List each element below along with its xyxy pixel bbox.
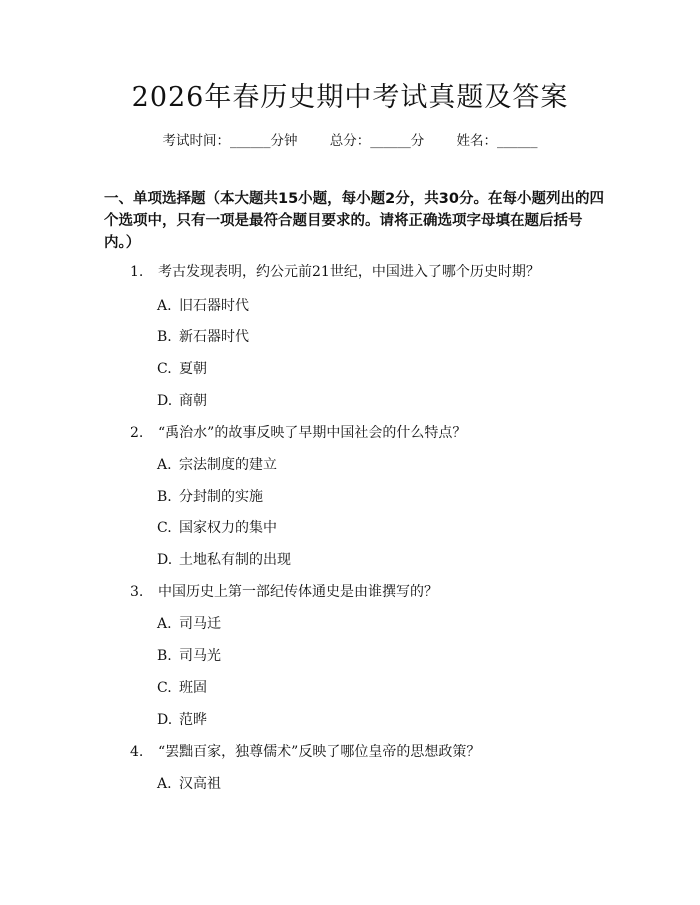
student-name-field: 姓名：______ <box>456 133 538 149</box>
question-2-option-a <box>157 455 277 475</box>
question-3 <box>130 582 438 602</box>
option-text: 司马迁 <box>179 616 221 632</box>
option-letter: B. <box>157 329 172 345</box>
option-letter: A. <box>157 776 172 792</box>
question-number: 1. <box>130 264 144 280</box>
option-text: 分封制的实施 <box>179 489 263 505</box>
option-letter: A. <box>157 457 172 473</box>
option-text: 旧石器时代 <box>179 298 249 314</box>
option-text: 夏朝 <box>179 361 207 377</box>
option-letter: B. <box>157 648 172 664</box>
question-4-option-a <box>157 774 221 794</box>
option-letter: D. <box>157 393 173 409</box>
option-text: 范晔 <box>179 712 207 728</box>
option-letter: D. <box>157 712 173 728</box>
question-1-option-b <box>157 327 249 347</box>
question-text: “禹治水”的故事反映了早期中国社会的什么特点？ <box>158 425 467 441</box>
question-text: 考古发现表明，约公元前21世纪，中国进入了哪个历史时期？ <box>158 264 540 280</box>
question-3-option-a <box>157 614 221 634</box>
option-text: 司马光 <box>179 648 221 664</box>
question-1-option-a <box>157 296 249 316</box>
option-text: 商朝 <box>179 393 207 409</box>
option-letter: C. <box>157 361 172 377</box>
option-text: 汉高祖 <box>179 776 221 792</box>
question-number: 4. <box>130 744 144 760</box>
question-1 <box>130 262 540 282</box>
option-text: 土地私有制的出现 <box>179 552 291 568</box>
question-1-option-c <box>157 359 207 379</box>
question-text: 中国历史上第一部纪传体通史是由谁撰写的？ <box>158 584 438 600</box>
question-3-option-c <box>157 678 207 698</box>
option-letter: C. <box>157 680 172 696</box>
option-letter: A. <box>157 298 172 314</box>
option-letter: B. <box>157 489 172 505</box>
question-4 <box>130 742 480 762</box>
option-letter: A. <box>157 616 172 632</box>
question-1-option-d <box>157 391 207 411</box>
option-text: 班固 <box>179 680 207 696</box>
question-2-option-c <box>157 518 277 538</box>
question-2 <box>130 423 466 443</box>
question-text: “罢黜百家，独尊儒术”反映了哪位皇帝的思想政策？ <box>158 744 481 760</box>
total-score-field: 总分：______分 <box>329 133 425 149</box>
option-text: 新石器时代 <box>179 329 249 345</box>
question-number: 2. <box>130 425 144 441</box>
option-letter: D. <box>157 552 173 568</box>
section-heading: 一、单项选择题（本大题共15小题，每小题2分，共30分。在每小题列出的四个选项中，只有一项是最符合题目要求的。请将正确选项字母填在题后括号内。） <box>104 191 604 251</box>
exam-info-line <box>0 131 700 151</box>
option-text: 宗法制度的建立 <box>179 457 277 473</box>
question-2-option-d <box>157 550 291 570</box>
question-2-option-b <box>157 487 263 507</box>
page-title: 2026年春历史期中考试真题及答案 <box>131 82 569 113</box>
exam-time-field: 考试时间：______分钟 <box>162 133 298 149</box>
option-text: 国家权力的集中 <box>179 520 277 536</box>
question-3-option-d <box>157 710 207 730</box>
option-letter: C. <box>157 520 172 536</box>
question-3-option-b <box>157 646 221 666</box>
question-number: 3. <box>130 584 144 600</box>
